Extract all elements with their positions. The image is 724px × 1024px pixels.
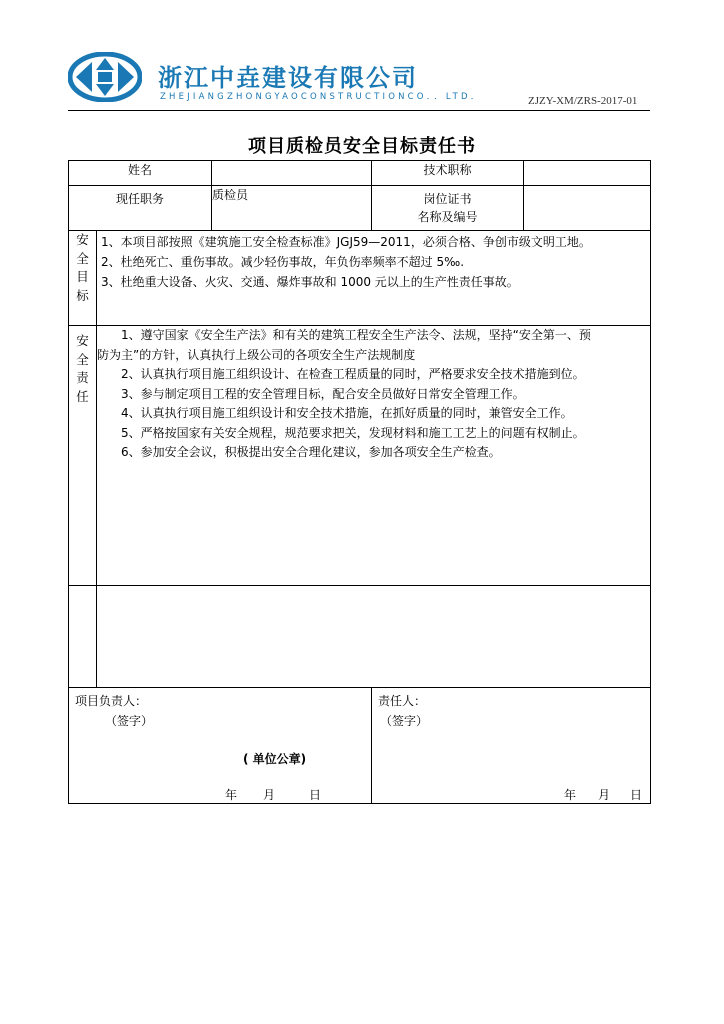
company-logo-icon [68,52,142,102]
responsible-person-sign: （签字） [380,714,429,728]
cert-value [524,186,651,231]
cert-label-line2: 名称及编号 [417,210,478,224]
resp-label-char: 任 [76,388,89,404]
name-row [69,161,651,186]
responsibility-item: 2、认真执行项目施工组织设计、在检查工程质量的同时，严格要求安全技术措施到位。 [121,367,585,381]
date-year: 年 [225,788,238,802]
date-year: 年 [564,788,577,802]
signature-left-cell [69,688,372,804]
responsibility-item: 3、参与制定项目工程的安全管理目标，配合安全员做好日常安全管理工作。 [121,386,525,401]
safety-responsibilities-row [69,326,651,586]
blank-row [69,586,651,688]
blank-content-cell [97,586,651,688]
goals-label-char: 目 [76,269,89,284]
project-manager-label: 项目负责人： [75,694,148,708]
responsibility-item: 6、参加安全会议，积极提出安全合理化建议，参加各项安全生产检查。 [121,445,501,459]
responsible-person-label: 责任人： [378,694,427,708]
signature-right-cell [372,688,651,804]
document-title: 项目质检员安全目标责任书 [248,136,476,157]
name-value [212,161,372,186]
company-name: 浙江中垚建设有限公司 [158,64,418,92]
date-month: 月 [598,788,611,802]
position-row [69,186,651,231]
safety-goals-content [97,231,651,326]
resp-label-char: 责 [76,370,89,385]
resp-label-char: 全 [76,351,89,367]
goals-label-char: 安 [76,232,89,247]
safety-responsibilities-label [69,326,97,586]
position-label: 现任职务 [69,186,212,231]
name-label: 姓名 [69,161,212,186]
date-month: 月 [263,788,276,802]
responsibility-item: 5、严格按国家有关安全规程，规范要求把关，发现材料和施工工艺上的问题有权制止。 [121,425,585,440]
tech-title-value [524,161,651,186]
goals-label-char: 标 [76,287,89,303]
responsibility-item: 1、遵守国家《安全生产法》和有关的建筑工程安全生产法令、法规，坚持“安全第一、预 [121,328,591,342]
date-day: 日 [630,788,643,802]
goal-item: 2、杜绝死亡、重伤事故。减少轻伤事故，年负伤率频率不超过 5‰. [101,255,465,269]
position-value: 质检员 [212,186,372,231]
responsibility-item: 4、认真执行项目施工组织设计和安全技术措施，在抓好质量的同时，兼管安全工作。 [121,406,573,420]
signature-row [69,688,651,804]
document-code: ZJZY-XM/ZRS-2017-01 [528,95,638,107]
goal-item: 3、杜绝重大设备、火灾、交通、爆炸事故和 1000 元以上的生产性责任事故。 [101,275,519,289]
safety-goals-row [69,231,651,326]
safety-goals-label [69,231,97,326]
responsibility-item-continued: 防为主”的方针，认真执行上级公司的各项安全生产法规制度 [97,347,416,362]
resp-label-char: 安 [76,333,89,348]
header-divider [68,110,650,111]
project-manager-sign: （签字） [105,714,154,728]
cert-label [372,186,524,231]
blank-label-cell [69,586,97,688]
goals-label-char: 全 [76,250,89,266]
unit-seal-label: ( 单位公章) [243,752,307,766]
tech-title-label: 技术职称 [372,161,524,186]
goal-item: 1、本项目部按照《建筑施工安全检查标准》JGJ59—2011，必须合格、争创市级文明工地。 [101,235,591,249]
company-english-name: ZHEJIANGZHONGYAOCONSTRUCTIONCO．．LTD． [160,92,483,102]
responsibility-form-table [68,160,651,804]
date-day: 日 [309,788,322,802]
cert-label-line1: 岗位证书 [423,192,472,206]
safety-responsibilities-content [97,326,651,586]
